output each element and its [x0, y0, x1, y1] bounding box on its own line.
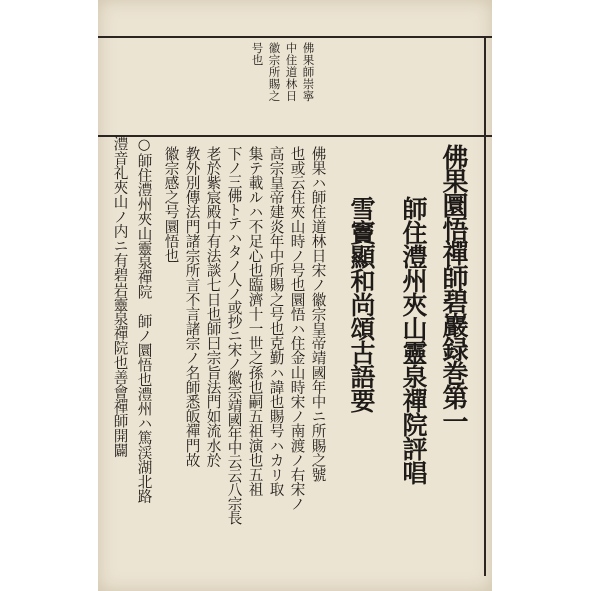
body-column-5: 下ノ三佛トテハタノ人ノ或抄ニ宋ノ徽宗靖國年中云云八宗長 — [225, 146, 243, 524]
book-title: 佛果圜悟禪師碧巖録巻第一 — [438, 144, 468, 432]
subtitle-2: 雪竇顯和尚頌古語要 — [347, 196, 376, 412]
header-note-col-2: 中住道林日 — [284, 42, 299, 102]
body-column-1: 佛果ハ師住道林日宋ノ徽宗皇帝靖國年中ニ所賜之號 — [309, 146, 327, 482]
top-border-rule — [98, 36, 492, 38]
body-column-7: 教外別傳法門諸宗所言不言諸宗ノ名師悉皈禪門故 — [183, 146, 201, 468]
body-column-6: 老於紫宸殿中有法談七日也師曰宗旨法門如流水於 — [204, 146, 222, 468]
header-note-col-4: 号也 — [250, 42, 265, 66]
subtitle-1: 師住澧州夾山靈泉禪院評唱 — [399, 196, 428, 484]
body-column-2: 也或云住夾山時ノ号也圜悟ハ住金山時宋ノ南渡ノ右宋ノ — [288, 146, 306, 511]
body-column-3: 高宗皇帝建炎年中所賜之号也克勤ハ諱也賜号ハカリ取 — [267, 146, 285, 497]
body-column-8: 徽宗感之号圜悟也 — [162, 146, 180, 263]
book-page — [98, 0, 492, 591]
body-column-9: ○師住澧州夾山靈泉禪院 師ノ圜悟也澧州ハ篤渓湖北路 — [135, 136, 153, 504]
body-column-4: 集テ載ルハ不足心也臨濟十一世之孫也嗣五祖演也五祖 — [246, 146, 264, 497]
note-divider-rule — [98, 135, 492, 137]
body-column-10: 澧音礼夾山ノ内ニ有碧岩靈泉禪院也善會禪師開闢 — [111, 136, 129, 458]
header-note-col-1: 佛果師崇寧 — [301, 42, 316, 102]
header-note-col-3: 徽宗所賜之 — [267, 42, 282, 102]
right-margin-rule — [484, 36, 486, 576]
